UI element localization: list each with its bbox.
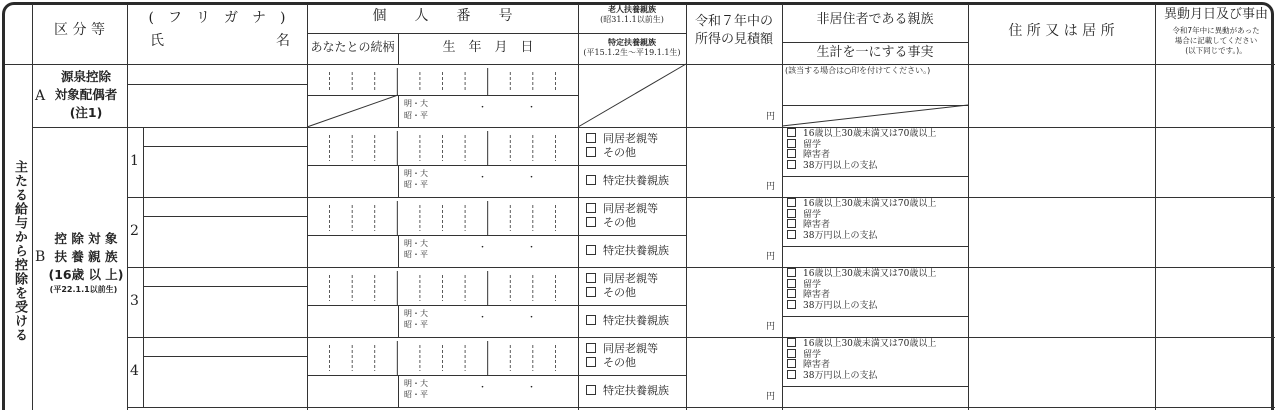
dependent-my-number-field[interactable] (307, 267, 578, 305)
option-label: 留学 (803, 279, 822, 290)
section-a-yen: 円 (766, 112, 776, 122)
checkbox-icon (586, 217, 596, 227)
yen-unit: 円 (766, 182, 776, 192)
dependent-furigana-field[interactable] (144, 127, 307, 146)
section-b-label-1: 控 除 対 象 (54, 231, 118, 246)
option-label: その他 (603, 216, 636, 229)
checkbox-icon (787, 198, 796, 207)
date-sep: ・ (527, 173, 537, 183)
date-sep: ・ (527, 383, 537, 393)
dependent-my-number-field[interactable] (307, 197, 578, 235)
checkbox-icon (586, 385, 596, 395)
checkbox-icon (787, 219, 796, 228)
era-label-2: 昭・平 (404, 250, 428, 259)
row-number: 2 (130, 223, 139, 239)
dependent-change-field[interactable] (1155, 337, 1275, 407)
checkbox-other-elderly[interactable] (586, 287, 636, 300)
option-label: 特定扶養親族 (603, 244, 669, 257)
spouse-address-field[interactable] (968, 64, 1155, 127)
header-change-note-1: 令和7年中に異動があった (1172, 26, 1260, 35)
checkbox-other-elderly[interactable] (586, 217, 636, 230)
checkbox-icon (787, 268, 796, 277)
dependent-change-field[interactable] (1155, 267, 1275, 337)
option-label: 同居老親等 (603, 132, 658, 145)
header-name-right: 名 (276, 33, 290, 49)
header-nonresident: 非居住者である親族 (816, 12, 934, 27)
dependent-relation-field[interactable] (307, 306, 398, 337)
dependent-name-field[interactable] (144, 147, 307, 197)
checkbox-icon (586, 147, 596, 157)
option-label: 留学 (803, 139, 822, 150)
dependent-name-field[interactable] (144, 287, 307, 337)
era-label-2: 昭・平 (404, 320, 428, 329)
spouse-income-field[interactable] (686, 64, 782, 127)
checkbox-cohabiting-elderly[interactable] (586, 273, 658, 286)
dependent-address-field[interactable] (968, 197, 1155, 267)
checkbox-icon (787, 300, 796, 309)
date-sep: ・ (478, 313, 488, 323)
dependent-furigana-field[interactable] (144, 267, 307, 286)
era-label-2: 昭・平 (404, 390, 428, 399)
checkbox-icon (787, 370, 796, 379)
checkbox-icon (787, 149, 796, 158)
spouse-furigana-field[interactable] (127, 64, 307, 84)
section-a-date-sep-2: ・ (527, 103, 537, 113)
option-label: 16歳以上30歳未満又は70歳以上 (803, 269, 937, 279)
header-livelihood: 生計を一にする事実 (816, 45, 934, 60)
option-label: 障害者 (803, 290, 831, 300)
checkbox-icon (787, 209, 796, 218)
option-label: 障害者 (803, 220, 831, 230)
option-label: 留学 (803, 349, 822, 360)
era-label-1: 明・大 (404, 309, 428, 318)
checkbox-icon (787, 230, 796, 239)
dependent-change-field[interactable] (1155, 197, 1275, 267)
header-elderly-note: (昭31.1.1以前生) (600, 15, 664, 24)
checkbox-nonresident-option[interactable] (787, 160, 877, 171)
date-sep: ・ (478, 243, 488, 253)
option-label: 16歳以上30歳未満又は70歳以上 (803, 129, 937, 139)
option-label: 38万円以上の支払 (803, 230, 878, 241)
yen-unit: 円 (766, 392, 776, 402)
checkbox-icon (586, 273, 596, 283)
option-label: 同居老親等 (603, 342, 658, 355)
checkbox-icon (586, 175, 596, 185)
checkbox-cohabiting-elderly[interactable] (586, 343, 658, 356)
side-label: 主たる給与から控除を受ける (11, 160, 27, 342)
row-number: 1 (130, 153, 139, 169)
header-change-note-2: 場合に記載してください (1174, 36, 1258, 45)
section-a-label-3: (注1) (69, 105, 103, 120)
checkbox-specific-dependent[interactable] (586, 245, 669, 258)
checkbox-icon (787, 128, 796, 137)
section-a-letter: A (35, 88, 46, 104)
row-number: 4 (130, 363, 139, 379)
diagonal-slash (307, 95, 398, 127)
header-category: 区 分 等 (54, 22, 105, 38)
option-label: 38万円以上の支払 (803, 160, 878, 171)
section-b-label-4: (平22.1.1以前生) (49, 285, 118, 294)
header-my-number: 個 人 番 号 (372, 8, 513, 24)
option-label: 留学 (803, 209, 822, 220)
checkbox-nonresident-option[interactable] (787, 230, 877, 241)
option-label: その他 (603, 356, 636, 369)
option-label: 同居老親等 (603, 202, 658, 215)
dependent-name-field[interactable] (144, 357, 307, 407)
checkbox-icon (586, 203, 596, 213)
dependent-furigana-field[interactable] (144, 337, 307, 356)
row-number: 3 (130, 293, 139, 309)
spouse-name-field[interactable] (127, 85, 307, 127)
section-b-label-3: (16歳 以 上) (48, 267, 124, 282)
dependent-relation-field[interactable] (307, 236, 398, 267)
date-sep: ・ (478, 383, 488, 393)
checkbox-icon (787, 338, 796, 347)
checkbox-icon (586, 357, 596, 367)
section-a-era-2: 昭・平 (404, 111, 428, 120)
option-label: 特定扶養親族 (603, 384, 669, 397)
era-label-1: 明・大 (404, 239, 428, 248)
spouse-my-number-field[interactable] (307, 64, 578, 95)
option-label: 障害者 (803, 150, 831, 160)
checkbox-specific-dependent[interactable] (586, 175, 669, 188)
dependent-furigana-field[interactable] (144, 197, 307, 216)
checkbox-other-elderly[interactable] (586, 147, 636, 160)
yen-unit: 円 (766, 252, 776, 262)
checkbox-icon (787, 289, 796, 298)
dependent-my-number-field[interactable] (307, 127, 578, 165)
dependent-my-number-field[interactable] (307, 337, 578, 375)
section-b-letter: B (35, 249, 46, 265)
option-label: 障害者 (803, 360, 831, 370)
option-label: 16歳以上30歳未満又は70歳以上 (803, 199, 937, 209)
dependent-relation-field[interactable] (307, 166, 398, 197)
dependent-address-field[interactable] (968, 127, 1155, 197)
checkbox-specific-dependent[interactable] (586, 315, 669, 328)
date-sep: ・ (527, 313, 537, 323)
checkbox-icon (787, 349, 796, 358)
dependent-address-field[interactable] (968, 267, 1155, 337)
header-furigana: ( フ リ ガ ナ ) (148, 10, 286, 26)
era-label-1: 明・大 (404, 169, 428, 178)
checkbox-icon (787, 359, 796, 368)
header-name-left: 氏 (150, 33, 164, 49)
checkbox-icon (586, 245, 596, 255)
checkbox-specific-dependent[interactable] (586, 385, 669, 398)
checkbox-icon (787, 160, 796, 169)
option-label: その他 (603, 146, 636, 159)
yen-unit: 円 (766, 322, 776, 332)
header-elderly: 老人扶養親族 (608, 4, 656, 14)
header-birthdate: 生 年 月 日 (442, 40, 534, 55)
checkbox-cohabiting-elderly[interactable] (586, 203, 658, 216)
header-specific: 特定扶養親族 (608, 37, 656, 47)
checkbox-icon (586, 343, 596, 353)
option-label: 特定扶養親族 (603, 174, 669, 187)
option-label: 38万円以上の支払 (803, 300, 878, 311)
header-income-2: 所得の見積額 (694, 32, 773, 47)
era-label-1: 明・大 (404, 379, 428, 388)
header-change: 異動月日及び事由 (1163, 7, 1268, 22)
diagonal-slash (578, 64, 686, 127)
option-label: その他 (603, 286, 636, 299)
header-address: 住 所 又 は 居 所 (1008, 23, 1115, 39)
header-specific-note: (平15.1.2生～平19.1.1生) (583, 48, 681, 57)
era-label-2: 昭・平 (404, 180, 428, 189)
section-a-date-sep-1: ・ (478, 103, 488, 113)
checkbox-icon (586, 315, 596, 325)
section-a-label-1: 源泉控除 (60, 69, 111, 84)
section-a-label-2: 対象配偶者 (54, 87, 118, 102)
checkbox-icon (787, 139, 796, 148)
dependent-name-field[interactable] (144, 217, 307, 267)
section-a-nonres-note: (該当する場合は○印を付けてください。) (785, 66, 931, 75)
option-label: 16歳以上30歳未満又は70歳以上 (803, 339, 937, 349)
checkbox-icon (787, 279, 796, 288)
dependent-change-field[interactable] (1155, 127, 1275, 197)
checkbox-cohabiting-elderly[interactable] (586, 133, 658, 146)
section-b-label-2: 扶 養 親 族 (54, 249, 118, 264)
checkbox-icon (586, 133, 596, 143)
header-income-1: 令和７年中の (694, 14, 773, 29)
header-relation: あなたとの続柄 (310, 40, 395, 54)
dependent-address-field[interactable] (968, 337, 1155, 407)
header-change-note-3: (以下同じです。)。 (1185, 46, 1247, 55)
checkbox-icon (586, 287, 596, 297)
checkbox-other-elderly[interactable] (586, 357, 636, 370)
section-a-era-1: 明・大 (404, 99, 428, 108)
date-sep: ・ (478, 173, 488, 183)
option-label: 特定扶養親族 (603, 314, 669, 327)
option-label: 38万円以上の支払 (803, 370, 878, 381)
date-sep: ・ (527, 243, 537, 253)
option-label: 同居老親等 (603, 272, 658, 285)
diagonal-slash (782, 105, 968, 126)
checkbox-nonresident-option[interactable] (787, 370, 877, 381)
checkbox-nonresident-option[interactable] (787, 300, 877, 311)
dependent-relation-field[interactable] (307, 376, 398, 407)
